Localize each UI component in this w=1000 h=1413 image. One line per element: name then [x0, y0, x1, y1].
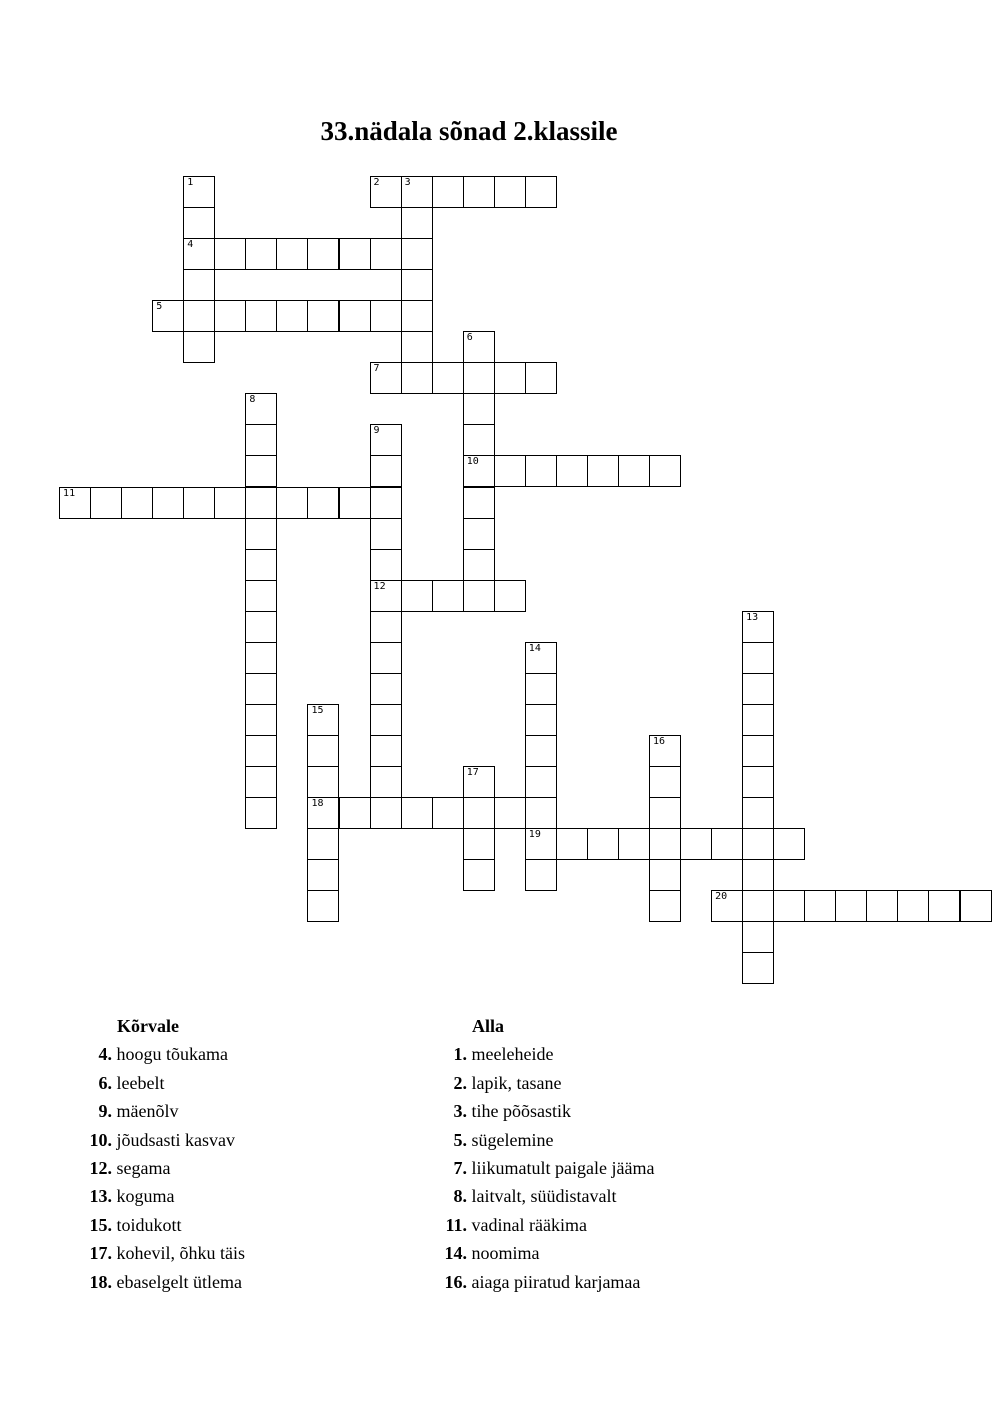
clue-text: kohevil, õhku täis [112, 1243, 245, 1264]
grid-cell[interactable] [835, 890, 867, 922]
clue-text: noomima [467, 1243, 540, 1264]
grid-cell[interactable] [742, 859, 774, 891]
clue-text: aiaga piiratud karjamaa [467, 1271, 641, 1292]
grid-cell[interactable] [525, 673, 557, 705]
clue-num: 1. [453, 1044, 467, 1065]
grid-cell[interactable] [245, 300, 277, 332]
grid-cell[interactable] [742, 952, 774, 984]
grid-cell[interactable] [90, 487, 122, 519]
grid-cell[interactable] [307, 704, 339, 736]
clue-num: 10. [89, 1129, 112, 1150]
clue-text: sügelemine [467, 1129, 554, 1150]
clue-text: koguma [112, 1186, 175, 1207]
grid-cell[interactable] [276, 300, 308, 332]
grid-cell[interactable] [866, 890, 898, 922]
grid-cell[interactable] [649, 797, 681, 829]
grid-cell[interactable] [245, 424, 277, 456]
clue-number: 1 [187, 177, 194, 188]
grid-cell[interactable] [121, 487, 153, 519]
clue-text: hoogu tõukama [112, 1044, 228, 1065]
grid-cell[interactable] [556, 828, 588, 860]
grid-cell[interactable] [463, 424, 495, 456]
grid-cell[interactable] [370, 642, 402, 674]
clue-number: 18 [311, 798, 324, 809]
clue-num: 4. [98, 1044, 112, 1065]
clue-number: 14 [528, 642, 541, 654]
grid-cell[interactable] [307, 797, 339, 829]
grid-cell[interactable] [494, 455, 526, 487]
grid-cell[interactable] [183, 331, 215, 363]
grid-cell[interactable] [432, 176, 464, 208]
grid-cell[interactable] [432, 580, 464, 612]
clue-num: 8. [453, 1186, 467, 1207]
across-clue [80, 1239, 245, 1267]
clue-number: 7 [373, 363, 380, 375]
grid-cell[interactable] [556, 455, 588, 487]
grid-cell[interactable] [525, 859, 557, 891]
grid-cell[interactable] [245, 393, 277, 425]
grid-cell[interactable] [370, 797, 402, 829]
down-clue [432, 1211, 654, 1239]
grid-cell[interactable] [183, 269, 215, 301]
grid-cell[interactable] [742, 797, 774, 829]
grid-cell[interactable] [245, 487, 277, 519]
across-clue [80, 1069, 245, 1097]
grid-cell[interactable] [307, 487, 339, 519]
clue-text: meeleheide [467, 1044, 554, 1065]
clue-text: segama [112, 1158, 171, 1179]
grid-cell[interactable] [742, 921, 774, 953]
grid-cell[interactable] [370, 735, 402, 767]
grid-cell[interactable] [960, 890, 992, 922]
grid-cell[interactable] [152, 487, 184, 519]
clue-number: 16 [653, 735, 666, 747]
grid-cell[interactable] [245, 455, 277, 487]
down-clue [432, 1040, 654, 1068]
down-clue [432, 1182, 654, 1210]
grid-cell[interactable] [245, 673, 277, 705]
grid-cell[interactable] [494, 362, 526, 394]
grid-cell[interactable] [370, 704, 402, 736]
grid-cell[interactable] [401, 176, 433, 208]
grid-cell[interactable] [307, 828, 339, 860]
grid-cell[interactable] [618, 455, 650, 487]
down-clue [432, 1154, 654, 1182]
clue-num: 14. [444, 1243, 467, 1264]
grid-cell[interactable] [463, 828, 495, 860]
grid-cell[interactable] [276, 487, 308, 519]
grid-cell[interactable] [307, 300, 339, 332]
clue-text: toidukott [112, 1214, 182, 1235]
grid-cell[interactable] [245, 238, 277, 270]
clue-number: 20 [715, 891, 728, 903]
clue-number: 6 [466, 332, 473, 344]
grid-cell[interactable] [370, 487, 402, 519]
clue-number: 19 [528, 829, 541, 841]
clue-text: tihe põõsastik [467, 1101, 571, 1122]
down-clue [432, 1239, 654, 1267]
grid-cell[interactable] [649, 859, 681, 891]
grid-cell[interactable] [525, 797, 557, 829]
grid-cell[interactable] [245, 549, 277, 581]
clue-num: 17. [89, 1243, 112, 1264]
down-clue [432, 1268, 654, 1296]
across-clues [80, 1012, 245, 1296]
down-clue [432, 1126, 654, 1154]
grid-cell[interactable] [401, 238, 433, 270]
clue-num: 13. [89, 1186, 112, 1207]
grid-cell[interactable] [370, 424, 402, 456]
grid-cell[interactable] [525, 362, 557, 394]
grid-cell[interactable] [339, 487, 371, 519]
across-clue [80, 1154, 245, 1182]
clue-num: 6. [98, 1072, 112, 1093]
grid-cell[interactable] [401, 331, 433, 363]
clue-text: laitvalt, süüdistavalt [467, 1186, 617, 1207]
grid-cell[interactable] [897, 890, 929, 922]
clue-text: liikumatult paigale jääma [467, 1158, 655, 1179]
grid-cell[interactable] [649, 735, 681, 767]
grid-cell[interactable] [370, 300, 402, 332]
grid-cell[interactable] [245, 704, 277, 736]
grid-cell[interactable] [245, 735, 277, 767]
grid-cell[interactable] [370, 580, 402, 612]
clue-num: 5. [453, 1129, 467, 1150]
grid-cell[interactable] [370, 518, 402, 550]
grid-cell[interactable] [742, 735, 774, 767]
across-clue-list [80, 1040, 245, 1296]
grid-cell[interactable] [401, 207, 433, 239]
grid-cell[interactable] [370, 176, 402, 208]
grid-cell[interactable] [307, 766, 339, 798]
down-clue-list [432, 1040, 654, 1296]
grid-cell[interactable] [370, 611, 402, 643]
clue-number: 11 [63, 487, 76, 499]
grid-cell[interactable] [649, 890, 681, 922]
across-clue [80, 1268, 245, 1296]
grid-cell[interactable] [59, 487, 91, 519]
grid-cell[interactable] [649, 455, 681, 487]
grid-cell[interactable] [463, 487, 495, 519]
grid-cell[interactable] [804, 890, 836, 922]
grid-cell[interactable] [587, 828, 619, 860]
down-clue [432, 1069, 654, 1097]
grid-cell[interactable] [370, 362, 402, 394]
clue-number: 15 [311, 704, 324, 716]
clue-number: 13 [746, 611, 759, 623]
grid-cell[interactable] [463, 362, 495, 394]
across-clue [80, 1126, 245, 1154]
grid-cell[interactable] [525, 766, 557, 798]
grid-cell[interactable] [339, 300, 371, 332]
grid-cell[interactable] [245, 797, 277, 829]
grid-cell[interactable] [525, 704, 557, 736]
grid-cell[interactable] [307, 735, 339, 767]
grid-cell[interactable] [307, 859, 339, 891]
grid-cell[interactable] [183, 487, 215, 519]
grid-cell[interactable] [742, 704, 774, 736]
clue-number: 3 [404, 177, 411, 188]
clue-number: 9 [373, 425, 380, 437]
grid-cell[interactable] [401, 580, 433, 612]
across-clue [80, 1211, 245, 1239]
grid-cell[interactable] [494, 176, 526, 208]
grid-cell[interactable] [742, 766, 774, 798]
across-clue [80, 1040, 245, 1068]
grid-cell[interactable] [401, 362, 433, 394]
grid-cell[interactable] [401, 269, 433, 301]
grid-cell[interactable] [711, 890, 743, 922]
grid-cell[interactable] [370, 238, 402, 270]
grid-cell[interactable] [773, 828, 805, 860]
grid-cell[interactable] [401, 300, 433, 332]
grid-cell[interactable] [183, 300, 215, 332]
clue-number: 5 [156, 301, 163, 313]
grid-cell[interactable] [245, 611, 277, 643]
clue-number: 17 [466, 766, 479, 778]
grid-cell[interactable] [773, 890, 805, 922]
grid-cell[interactable] [618, 828, 650, 860]
clue-text: ebaselgelt ütlema [112, 1271, 242, 1292]
grid-cell[interactable] [463, 549, 495, 581]
grid-cell[interactable] [525, 828, 557, 860]
grid-cell[interactable] [587, 455, 619, 487]
grid-cell[interactable] [183, 207, 215, 239]
grid-cell[interactable] [339, 797, 371, 829]
grid-cell[interactable] [928, 890, 960, 922]
grid-cell[interactable] [742, 673, 774, 705]
down-clues [432, 1012, 654, 1296]
clue-num: 3. [453, 1101, 467, 1122]
page-title: 33.nädala sõnad 2.klassile [320, 116, 618, 146]
grid-cell[interactable] [463, 518, 495, 550]
grid-cell[interactable] [463, 176, 495, 208]
grid-cell[interactable] [742, 611, 774, 643]
across-clue [80, 1182, 245, 1210]
grid-cell[interactable] [214, 238, 246, 270]
grid-cell[interactable] [245, 518, 277, 550]
across-clue [80, 1097, 245, 1125]
grid-cell[interactable] [649, 828, 681, 860]
clue-num: 15. [89, 1214, 112, 1235]
grid-cell[interactable] [432, 797, 464, 829]
clue-num: 7. [453, 1158, 467, 1179]
grid-cell[interactable] [742, 890, 774, 922]
grid-cell[interactable] [494, 580, 526, 612]
clue-num: 11. [445, 1214, 467, 1235]
grid-cell[interactable] [276, 238, 308, 270]
down-heading: Alla [472, 1016, 505, 1036]
clue-num: 18. [89, 1271, 112, 1292]
clue-number: 8 [249, 394, 256, 406]
grid-cell[interactable] [214, 300, 246, 332]
clue-text: jõudsasti kasvav [112, 1129, 235, 1150]
grid-cell[interactable] [742, 642, 774, 674]
grid-cell[interactable] [183, 176, 215, 208]
grid-cell[interactable] [711, 828, 743, 860]
grid-cell[interactable] [463, 797, 495, 829]
grid-cell[interactable] [339, 238, 371, 270]
grid-cell[interactable] [432, 362, 464, 394]
grid-cell[interactable] [525, 735, 557, 767]
clue-text: mäenõlv [112, 1101, 179, 1122]
grid-cell[interactable] [245, 766, 277, 798]
grid-cell[interactable] [463, 331, 495, 363]
grid-cell[interactable] [370, 549, 402, 581]
grid-cell[interactable] [401, 797, 433, 829]
grid-cell[interactable] [307, 890, 339, 922]
grid-cell[interactable] [525, 455, 557, 487]
clue-text: lapik, tasane [467, 1072, 562, 1093]
clue-text: leebelt [112, 1072, 165, 1093]
clue-number: 4 [187, 239, 194, 251]
clue-num: 12. [89, 1158, 112, 1179]
grid-cell[interactable] [245, 642, 277, 674]
grid-cell[interactable] [680, 828, 712, 860]
grid-cell[interactable] [463, 580, 495, 612]
grid-cell[interactable] [463, 393, 495, 425]
grid-cell[interactable] [525, 642, 557, 674]
grid-cell[interactable] [463, 455, 495, 487]
grid-cell[interactable] [307, 238, 339, 270]
clue-number: 10 [466, 456, 479, 468]
grid-cell[interactable] [245, 580, 277, 612]
grid-cell[interactable] [525, 176, 557, 208]
grid-cell[interactable] [370, 766, 402, 798]
grid-cell[interactable] [463, 859, 495, 891]
grid-cell[interactable] [152, 300, 184, 332]
clue-num: 9. [98, 1101, 112, 1122]
clue-number: 12 [373, 580, 386, 592]
grid-cell[interactable] [183, 238, 215, 270]
grid-cell[interactable] [494, 797, 526, 829]
clue-num: 16. [444, 1271, 467, 1292]
grid-cell[interactable] [370, 455, 402, 487]
clue-text: vadinal rääkima [467, 1214, 587, 1235]
grid-cell[interactable] [370, 673, 402, 705]
down-clue [432, 1097, 654, 1125]
grid-cell[interactable] [214, 487, 246, 519]
grid-cell[interactable] [463, 766, 495, 798]
grid-cell[interactable] [649, 766, 681, 798]
clue-number: 2 [373, 177, 380, 188]
clue-num: 2. [453, 1072, 467, 1093]
grid-cell[interactable] [742, 828, 774, 860]
across-heading: Kõrvale [117, 1016, 179, 1036]
